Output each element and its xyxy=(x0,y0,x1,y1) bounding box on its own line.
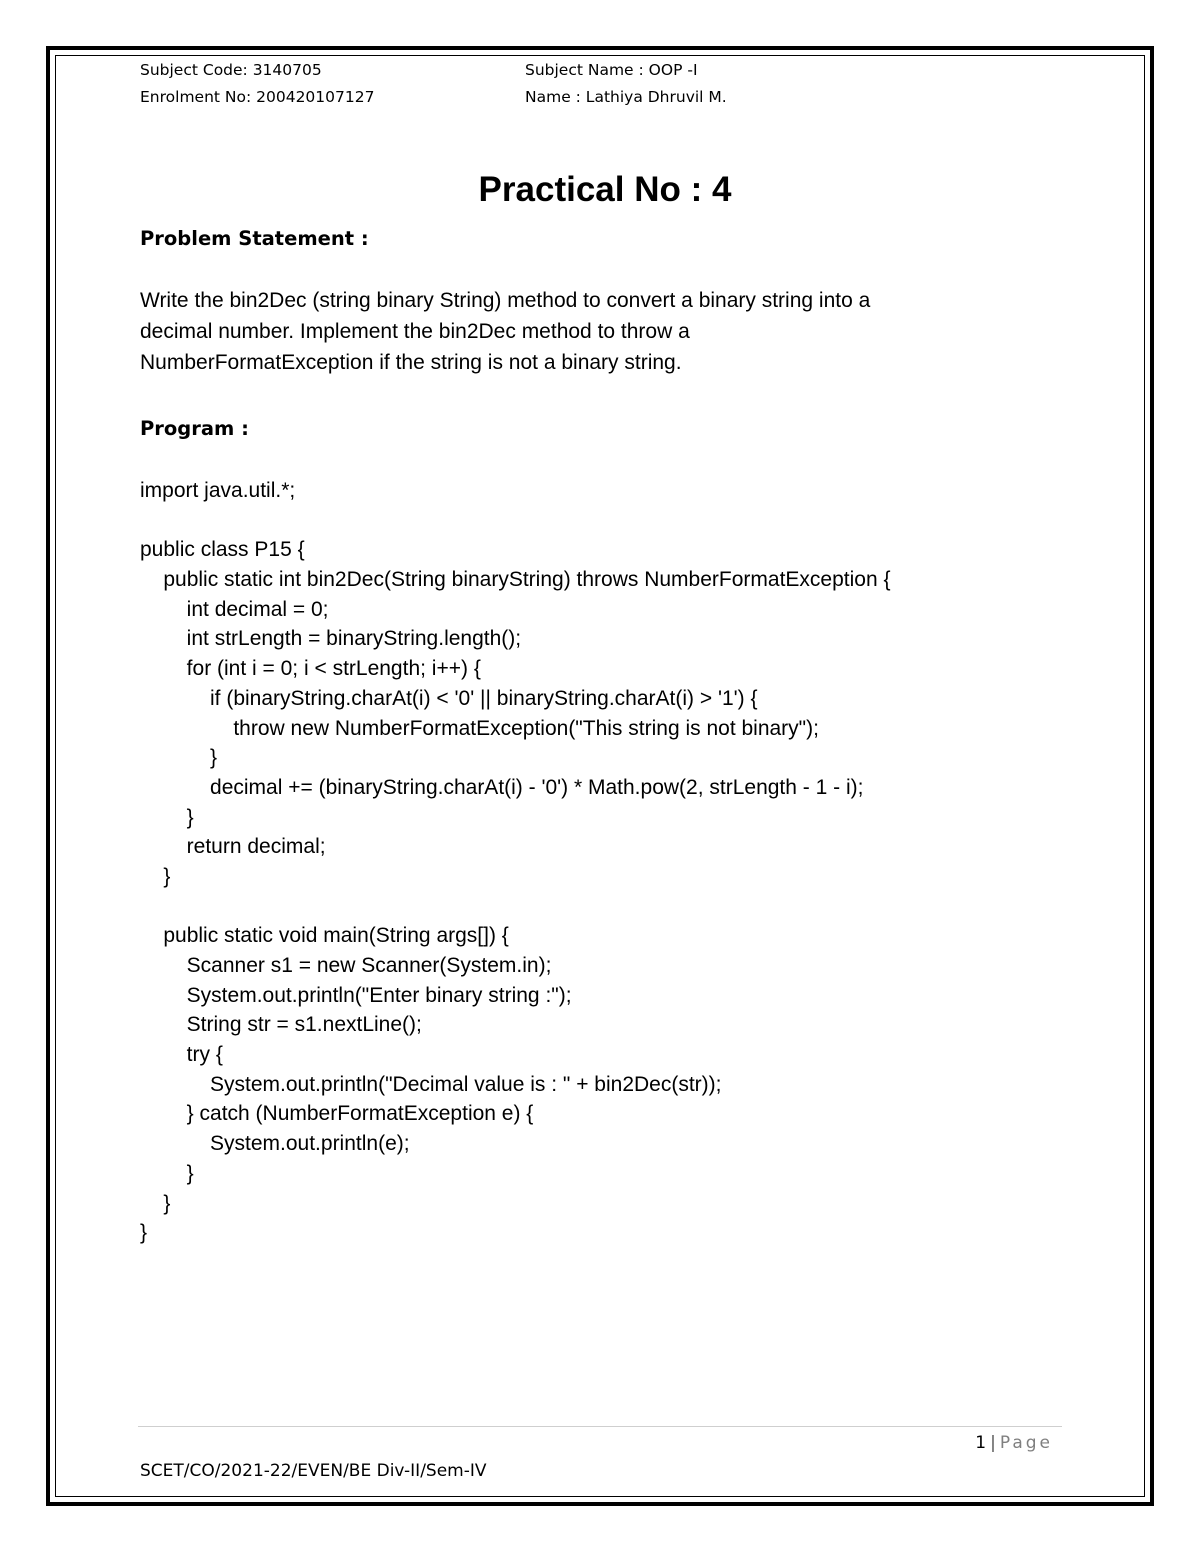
header-right xyxy=(525,60,727,114)
code-line: public static void main(String args[]) { xyxy=(140,924,509,948)
code-line: import java.util.*; xyxy=(140,479,296,502)
subject-name: Subject Name : OOP -I xyxy=(525,61,698,79)
code-line: System.out.println("Enter binary string :"); xyxy=(140,983,572,1007)
code-line xyxy=(140,506,890,536)
subject-code: Subject Code: 3140705 xyxy=(140,61,322,79)
code-line: } xyxy=(140,746,218,770)
page-number-value: 1 xyxy=(975,1433,987,1453)
code-line: public class P15 { xyxy=(140,538,305,562)
enrolment-number: Enrolment No: 200420107127 xyxy=(140,88,375,106)
code-line: } xyxy=(140,1161,194,1185)
program-code xyxy=(140,476,890,1248)
program-heading: Program : xyxy=(140,417,249,440)
student-name: Name : Lathiya Dhruvil M. xyxy=(525,88,727,106)
code-line: } xyxy=(140,1221,148,1245)
problem-statement-heading: Problem Statement : xyxy=(140,227,369,250)
code-line: return decimal; xyxy=(140,835,326,859)
problem-line: Write the bin2Dec (string binary String) method to convert a binary string into a xyxy=(140,289,871,312)
code-line: public static int bin2Dec(String binaryString) throws NumberFormatException { xyxy=(140,568,891,592)
page-title: Practical No : 4 xyxy=(478,170,732,209)
code-line: for (int i = 0; i < strLength; i++) { xyxy=(140,657,481,681)
page-label: Page xyxy=(999,1433,1053,1453)
code-line: } xyxy=(140,1191,171,1215)
code-line: int decimal = 0; xyxy=(140,597,329,621)
problem-line: NumberFormatException if the string is not a binary string. xyxy=(140,351,682,374)
footer-text: SCET/CO/2021-22/EVEN/BE Div-II/Sem-IV xyxy=(140,1461,487,1481)
code-line xyxy=(140,892,890,922)
code-line: throw new NumberFormatException("This string is not binary"); xyxy=(140,716,819,740)
problem-line: decimal number. Implement the bin2Dec method to throw a xyxy=(140,320,690,343)
code-line: String str = s1.nextLine(); xyxy=(140,1013,422,1037)
code-line: Scanner s1 = new Scanner(System.in); xyxy=(140,954,552,977)
code-line: try { xyxy=(140,1043,223,1067)
page-number xyxy=(900,1432,1053,1454)
page-number-separator: | xyxy=(990,1433,996,1453)
footer-divider xyxy=(138,1426,1062,1427)
code-line: if (binaryString.charAt(i) < '0' || binaryString.charAt(i) > '1') { xyxy=(140,686,758,710)
header-left xyxy=(140,60,374,114)
code-line: } catch (NumberFormatException e) { xyxy=(140,1102,534,1126)
code-line: int strLength = binaryString.length(); xyxy=(140,627,522,651)
code-line: } xyxy=(140,864,171,888)
problem-statement xyxy=(140,285,1040,378)
code-line: decimal += (binaryString.charAt(i) - '0') * Math.pow(2, strLength - 1 - i); xyxy=(140,775,864,799)
code-line: System.out.println("Decimal value is : " + bin2Dec(str)); xyxy=(140,1072,722,1096)
code-line: } xyxy=(140,805,194,829)
code-line: System.out.println(e); xyxy=(140,1132,410,1156)
